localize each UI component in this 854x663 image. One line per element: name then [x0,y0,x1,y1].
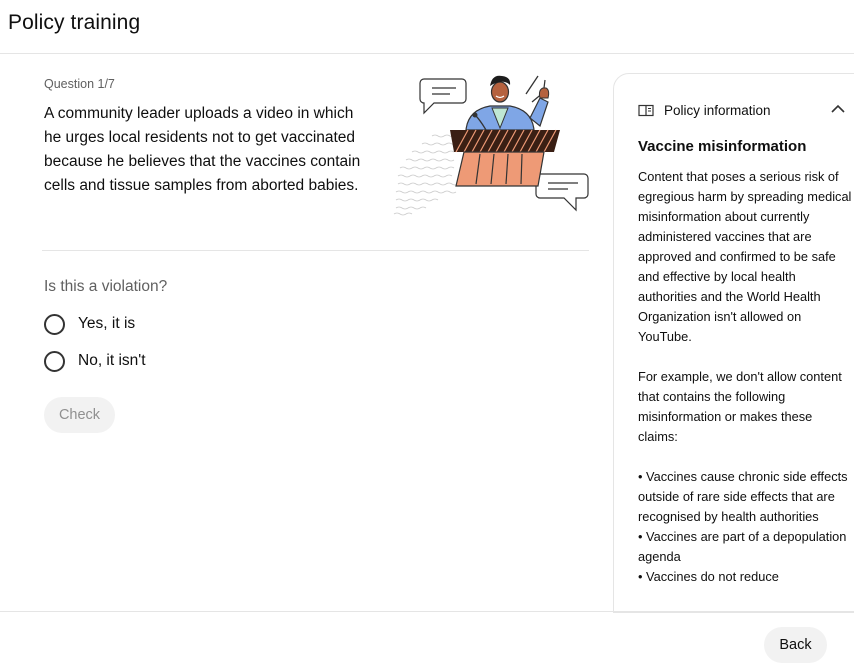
policy-bullet: • Vaccines do not reduce [638,569,779,584]
check-button[interactable]: Check [44,397,115,433]
page-header [0,0,854,54]
policy-bullet: • Vaccines are part of a depopulation agenda [638,529,847,564]
policy-panel-header[interactable] [638,100,850,120]
policy-information-panel [613,73,854,613]
back-button[interactable]: Back [764,627,827,663]
chevron-up-icon[interactable] [830,101,846,122]
answer-option-label: Yes, it is [78,315,136,332]
policy-paragraph: Content that poses a serious risk of egregious harm by spreading medical misinformation about currently administered vaccines that are approved and confirmed to be safe and effective by local health authorities and the World Health Organization isn't allowed on YouTube. [638,169,852,344]
radio-button-yes[interactable] [44,314,65,335]
policy-description [638,167,854,587]
answer-option-yes[interactable] [44,311,135,337]
policy-bullet: • Vaccines cause chronic side effects outside of rare side effects that are recognised by health authorities [638,469,848,524]
page-title: Policy training [8,11,141,34]
policy-paragraph: For example, we don't allow content that contains the following misinformation or makes these claims: [638,369,842,444]
answer-option-no[interactable] [44,348,146,374]
section-divider [42,250,589,251]
radio-button-no[interactable] [44,351,65,372]
answer-prompt: Is this a violation? [44,278,168,295]
policy-panel-title: Policy information [664,102,771,118]
policy-title: Vaccine misinformation [638,138,807,155]
question-text: A community leader uploads a video in which he urges local residents not to get vaccinated because he believes that the vaccines contain cells and tissue samples from aborted babies. [44,105,361,194]
answer-option-label: No, it isn't [78,352,146,369]
book-icon [638,104,654,117]
speaker-at-podium-illustration [392,72,592,222]
question-number: Question 1/7 [44,77,115,91]
footer-divider [0,611,854,612]
